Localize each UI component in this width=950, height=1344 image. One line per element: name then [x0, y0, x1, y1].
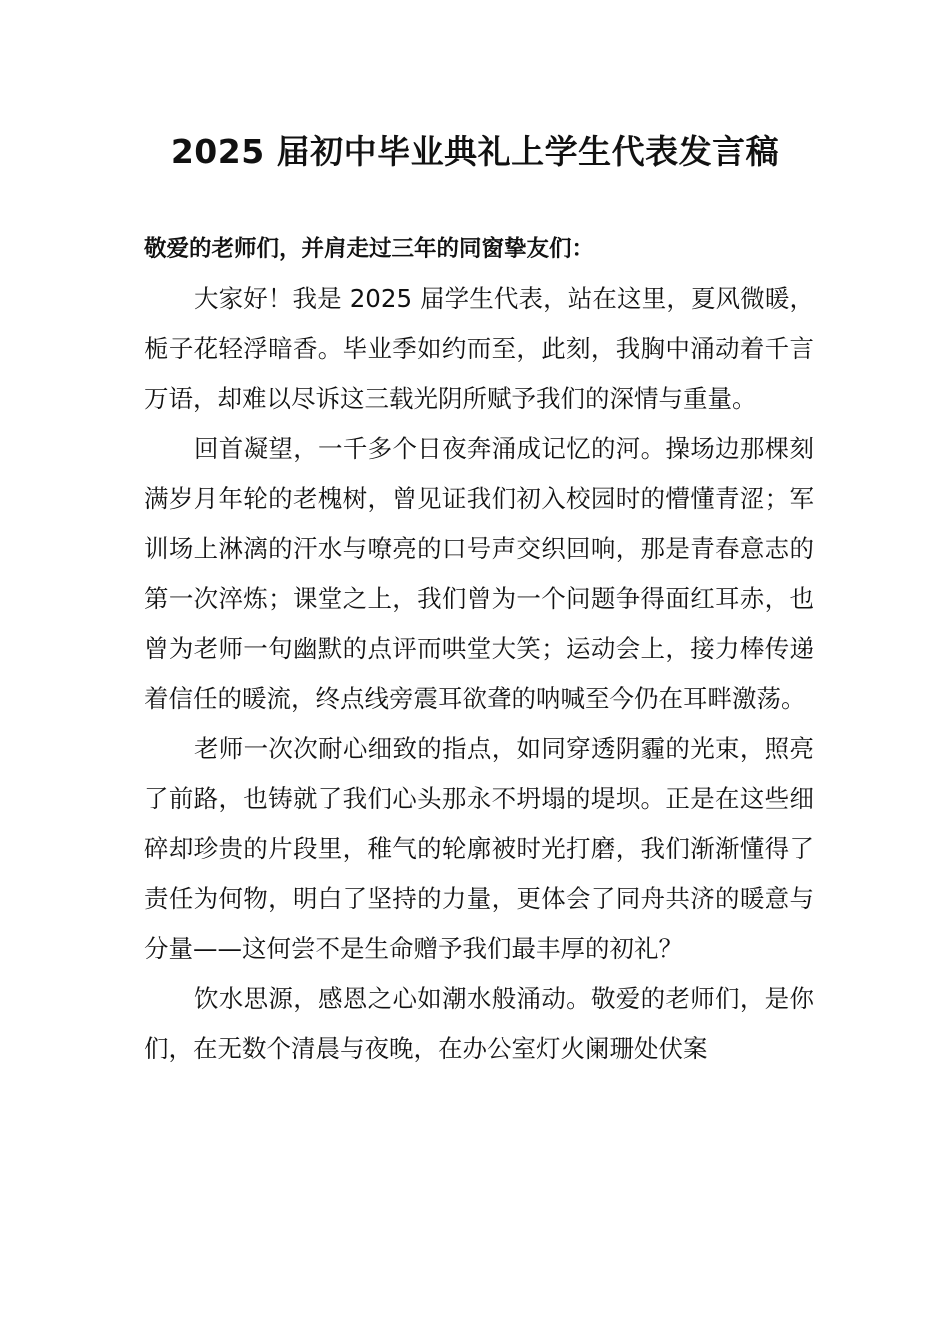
- document-title: 2025 届初中毕业典礼上学生代表发言稿: [170, 132, 780, 171]
- paragraph-1: 大家好！我是 2025 届学生代表，站在这里，夏风微暖，栀子花轻浮暗香。毕业季如约而至，此刻，我胸中涌动着千言万语，却难以尽诉这三载光阴所赋予我们的深情与重量。: [144, 284, 814, 413]
- paragraph-3: 老师一次次耐心细致的指点，如同穿透阴霾的光束，照亮了前路，也铸就了我们心头那永不坍塌的堤坝。正是在这些细碎却珍贵的片段里，稚气的轮廓被时光打磨，我们渐渐懂得了责任为何物，明白了坚持的力量，更体会了同舟共济的暖意与分量——这何尝不是生命赠予我们最丰厚的初礼？: [144, 734, 814, 963]
- document-body: [144, 224, 814, 1074]
- paragraph-2: 回首凝望，一千多个日夜奔涌成记忆的河。操场边那棵刻满岁月年轮的老槐树，曾见证我们初入校园时的懵懂青涩；军训场上淋漓的汗水与嘹亮的口号声交织回响，那是青春意志的第一次淬炼；课堂之上，我们曾为一个问题争得面红耳赤，也曾为老师一句幽默的点评而哄堂大笑；运动会上，接力棒传递着信任的暖流，终点线旁震耳欲聋的呐喊至今仍在耳畔激荡。: [144, 434, 814, 713]
- paragraph-4: 饮水思源，感恩之心如潮水般涌动。敬爱的老师们，是你们，在无数个清晨与夜晚，在办公室灯火阑珊处伏案: [144, 984, 814, 1063]
- salutation: 敬爱的老师们，并肩走过三年的同窗挚友们：: [144, 236, 595, 262]
